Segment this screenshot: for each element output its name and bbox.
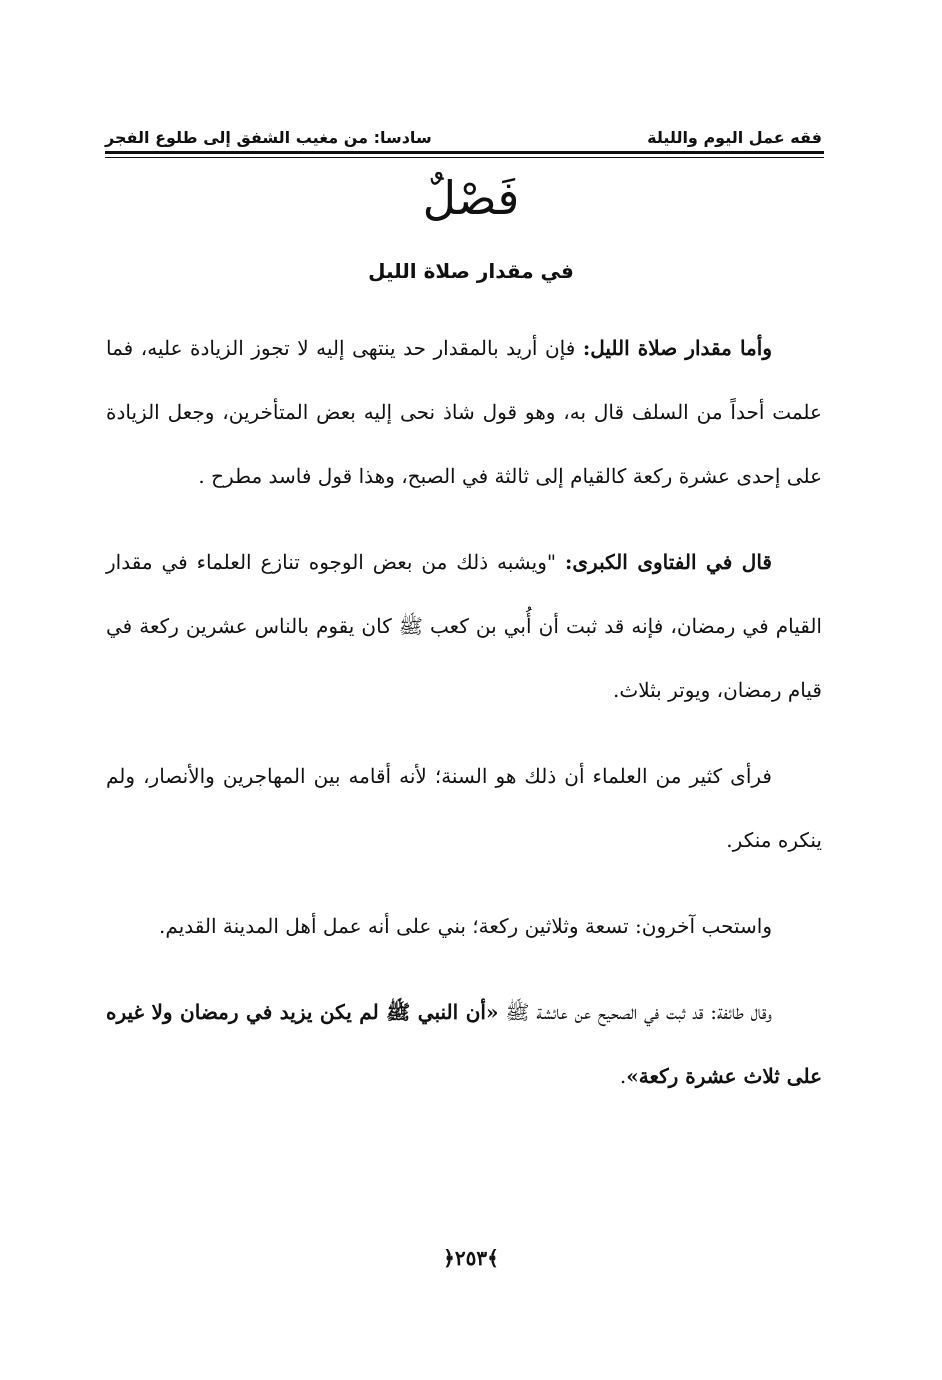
paragraph-2 (106, 530, 822, 722)
paragraph-2-lead: قال في الفتاوى الكبرى: (565, 550, 772, 574)
chapter-title: سادسا: من مغيب الشفق إلى طلوع الفجر (105, 128, 432, 147)
book-title: فقه عمل اليوم والليلة (647, 128, 822, 147)
header-rule-thick (105, 151, 824, 154)
body-text (106, 316, 822, 1108)
paragraph-1 (106, 316, 822, 508)
ornate-section-heading: فَصْلٌ (422, 171, 520, 225)
paragraph-4: واستحب آخرون: تسعة وثلاثين ركعة؛ بني على أنه عمل أهل المدينة القديم. (159, 914, 772, 938)
hadith-quote: «أن النبي ﷺ لم يكن يزيد في رمضان ولا غيره على ثلاث عشرة ركعة» (106, 1000, 822, 1088)
paragraph-5 (106, 980, 822, 1108)
paragraph-1-lead: وأما مقدار صلاة الليل: (582, 336, 772, 360)
paragraph-2-text: "ويشبه ذلك من بعض الوجوه تنازع العلماء في مقدار القيام في رمضان، فإنه قد ثبت أن أُبي بن كعب ﷺ كان يقوم بالناس عشرين ركعة في قيام رمضان، ويوتر بثلاث. (106, 550, 822, 702)
paragraph-5-lead: وقال طائفة: قد ثبت في الصحيح عن عائشة ﷺ (498, 1000, 772, 1024)
paragraph-3: فرأى كثير من العلماء أن ذلك هو السنة؛ لأنه أقامه بين المهاجرين والأنصار، ولم ينكره منكر. (106, 764, 822, 852)
paragraph-5-tail: . (619, 1064, 627, 1088)
paragraph-1-text: فإن أريد بالمقدار حد ينتهى إليه لا تجوز الزيادة عليه، فما علمت أحداً من السلف قال به، وهو قول شاذ نحى إليه بعض المتأخرين، وجعل الزيادة على إحدى عشرة ركعة كالقيام إلى ثالثة في الصبح، وهذا قول فاسد مطرح . (106, 336, 822, 488)
header-rule-thin (105, 157, 824, 158)
page-number: ﴿٢٥٣﴾ (443, 1246, 499, 1270)
section-title: في مقدار صلاة الليل (368, 259, 574, 283)
